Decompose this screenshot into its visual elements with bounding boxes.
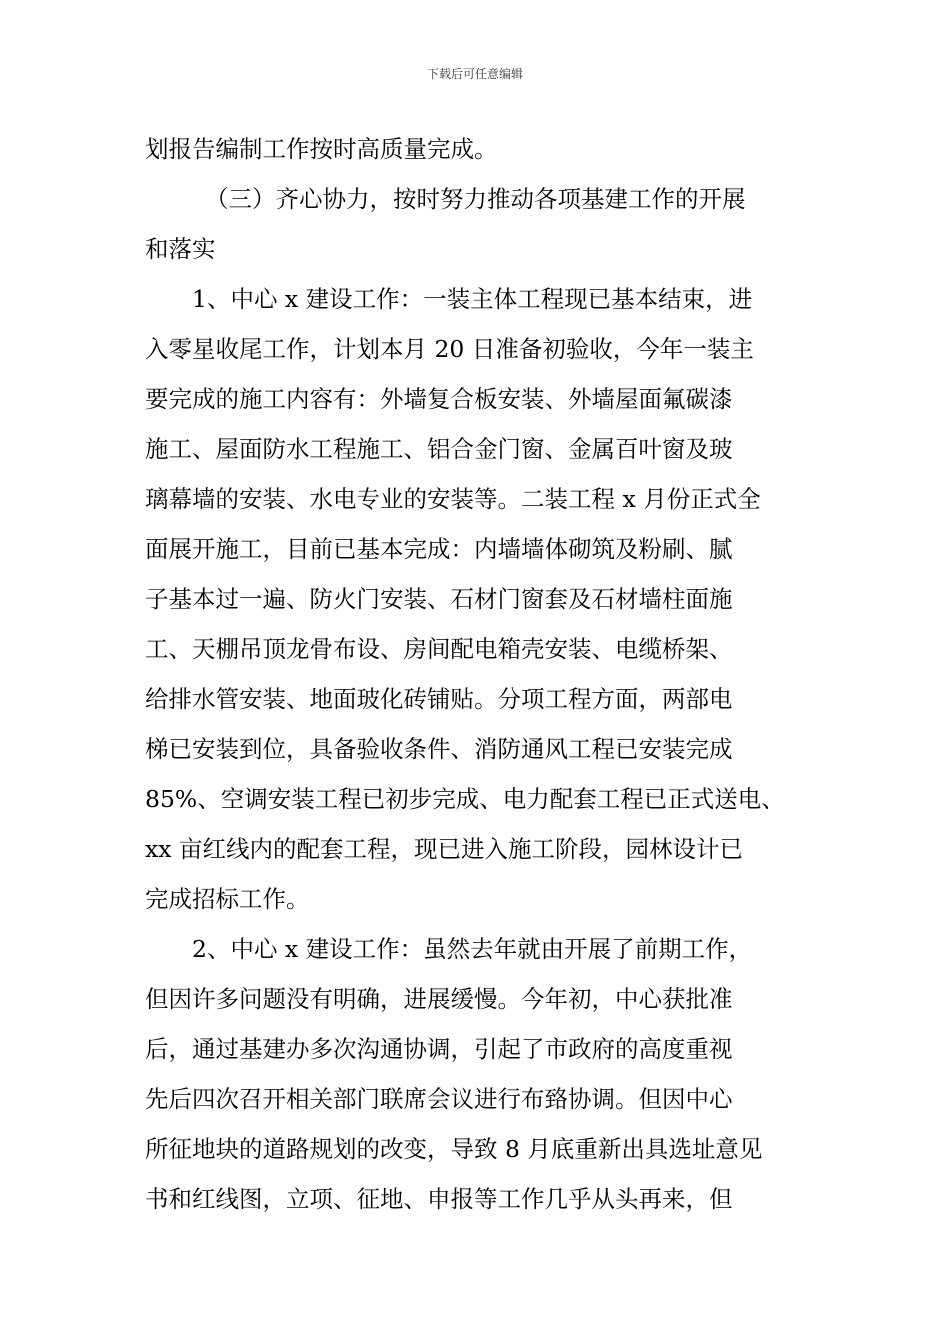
section-heading-line: （三）齐心协力，按时努力推动各项基建工作的开展 [205, 185, 746, 213]
text-line: 面展开施工，目前已基本完成：内墙墙体砌筑及粉刷、腻 [145, 535, 733, 563]
text-line: 后，通过基建办多次沟通协调，引起了市政府的高度重视 [145, 1035, 733, 1063]
text-line: 但因许多问题没有明确，进展缓慢。今年初，中心获批准 [145, 985, 733, 1013]
text-line: 工、天棚吊顶龙骨布设、房间配电箱壳安装、电缆桥架、 [145, 635, 733, 663]
text-line: 先后四次召开相关部门联席会议进行布臵协调。但因中心 [145, 1085, 733, 1113]
text-line: 书和红线图，立项、征地、申报等工作几乎从头再来，但 [145, 1185, 733, 1213]
page-header: 下载后可任意编辑 [426, 67, 523, 81]
paragraph-start-line: 2、中心 x 建设工作：虽然去年就由开展了前期工作， [192, 935, 753, 963]
text-line: 入零星收尾工作，计划本月 20 日准备初验收，今年一装主 [145, 335, 754, 363]
text-line: 要完成的施工内容有：外墙复合板安装、外墙屋面氟碳漆 [145, 385, 733, 413]
text-line: 所征地块的道路规划的改变，导致 8 月底重新出具选址意见 [145, 1135, 763, 1163]
text-line: 完成招标工作。 [145, 885, 310, 913]
text-line: 璃幕墙的安装、水电专业的安装等。二装工程 x 月份正式全 [145, 485, 761, 513]
text-line: 划报告编制工作按时高质量完成。 [145, 135, 498, 163]
section-heading-line: 和落实 [145, 235, 216, 263]
text-line: 给排水管安装、地面玻化砖铺贴。分项工程方面，两部电 [145, 685, 733, 713]
text-line: xx 亩红线内的配套工程，现已进入施工阶段，园林设计已 [145, 835, 743, 863]
text-line: 施工、屋面防水工程施工、铝合金门窗、金属百叶窗及玻 [145, 435, 733, 463]
text-line: 85%、空调安装工程已初步完成、电力配套工程已正式送电、 [145, 785, 785, 813]
paragraph-start-line: 1、中心 x 建设工作：一装主体工程现已基本结束，进 [192, 285, 753, 313]
text-line: 梯已安装到位，具备验收条件、消防通风工程已安装完成 [145, 735, 733, 763]
text-line: 子基本过一遍、防火门安装、石材门窗套及石材墙柱面施 [145, 585, 733, 613]
document-body [145, 124, 810, 1224]
